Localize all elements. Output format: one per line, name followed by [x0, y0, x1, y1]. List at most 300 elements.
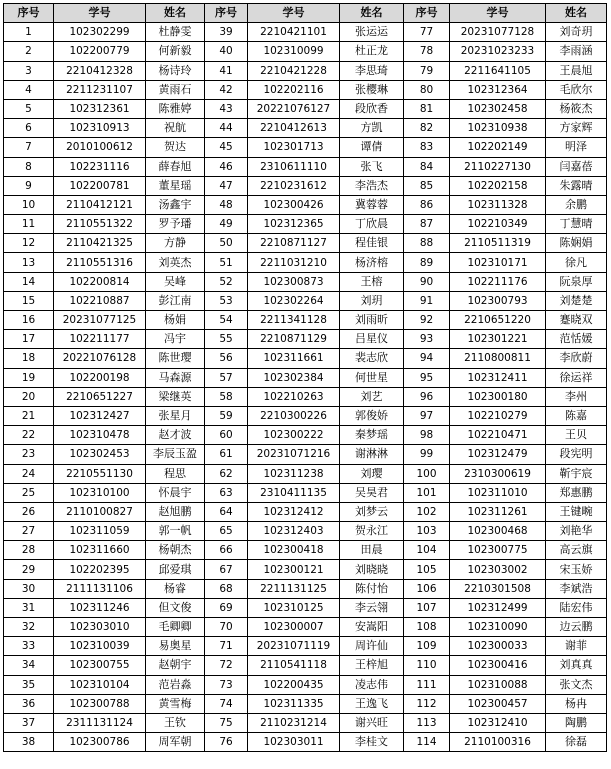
seq-cell: 95	[404, 368, 450, 387]
name-cell: 吴昊君	[340, 483, 404, 502]
seq-cell: 78	[404, 42, 450, 61]
student-id-cell: 2210231612	[248, 176, 340, 195]
name-cell: 周军朝	[146, 733, 205, 752]
name-cell: 李州	[546, 387, 607, 406]
student-id-cell: 102200198	[54, 368, 146, 387]
name-cell: 李辰玉盈	[146, 445, 205, 464]
name-cell: 丁欣晨	[340, 215, 404, 234]
seq-cell: 43	[205, 99, 248, 118]
seq-cell: 40	[205, 42, 248, 61]
seq-cell: 15	[4, 291, 54, 310]
student-id-cell: 2110100316	[450, 733, 546, 752]
student-id-cell: 2010100612	[54, 138, 146, 157]
student-id-cell: 102210471	[450, 426, 546, 445]
seq-cell: 54	[205, 311, 248, 330]
name-cell: 董星瑶	[146, 176, 205, 195]
seq-cell: 67	[205, 560, 248, 579]
seq-cell: 1	[4, 23, 54, 42]
seq-cell: 50	[205, 234, 248, 253]
name-cell: 刘晓晓	[340, 560, 404, 579]
seq-cell: 58	[205, 387, 248, 406]
table-body	[4, 23, 607, 752]
student-id-cell: 102310938	[450, 119, 546, 138]
seq-cell: 107	[404, 598, 450, 617]
seq-cell: 97	[404, 406, 450, 425]
name-cell: 谢兴旺	[340, 713, 404, 732]
student-id-cell: 102312364	[450, 80, 546, 99]
student-id-cell: 2210300226	[248, 406, 340, 425]
seq-cell: 20	[4, 387, 54, 406]
seq-cell: 93	[404, 330, 450, 349]
name-cell: 余鹏	[546, 195, 607, 214]
name-cell: 方家辉	[546, 119, 607, 138]
seq-cell: 23	[4, 445, 54, 464]
seq-cell: 56	[205, 349, 248, 368]
seq-cell: 103	[404, 522, 450, 541]
name-cell: 刘奇玥	[546, 23, 607, 42]
header-name-1: 姓名	[146, 4, 205, 23]
seq-cell: 30	[4, 579, 54, 598]
student-id-cell: 102300180	[450, 387, 546, 406]
name-cell: 方凯	[340, 119, 404, 138]
student-id-cell: 102312411	[450, 368, 546, 387]
name-cell: 王逸飞	[340, 694, 404, 713]
name-cell: 凌志伟	[340, 675, 404, 694]
student-id-cell: 20221076127	[248, 99, 340, 118]
student-id-cell: 102202395	[54, 560, 146, 579]
seq-cell: 108	[404, 618, 450, 637]
student-id-cell: 102200781	[54, 176, 146, 195]
seq-cell: 102	[404, 502, 450, 521]
student-id-cell: 2110800811	[450, 349, 546, 368]
student-id-cell: 102310171	[450, 253, 546, 272]
student-id-cell: 102310104	[54, 675, 146, 694]
student-id-cell: 102311261	[450, 502, 546, 521]
seq-cell: 114	[404, 733, 450, 752]
student-id-cell: 2110551322	[54, 215, 146, 234]
header-name-2: 姓名	[340, 4, 404, 23]
name-cell: 邱爱琪	[146, 560, 205, 579]
name-cell: 李桂文	[340, 733, 404, 752]
table-row	[4, 349, 607, 368]
name-cell: 杨娟	[146, 311, 205, 330]
seq-cell: 48	[205, 195, 248, 214]
name-cell: 冀蓉蓉	[340, 195, 404, 214]
seq-cell: 10	[4, 195, 54, 214]
table-row	[4, 311, 607, 330]
name-cell: 但文俊	[146, 598, 205, 617]
name-cell: 毛卿卿	[146, 618, 205, 637]
name-cell: 丁慧晴	[546, 215, 607, 234]
seq-cell: 9	[4, 176, 54, 195]
seq-cell: 22	[4, 426, 54, 445]
seq-cell: 33	[4, 637, 54, 656]
name-cell: 赵才波	[146, 426, 205, 445]
table-row	[4, 157, 607, 176]
name-cell: 边云鹏	[546, 618, 607, 637]
name-cell: 周许仙	[340, 637, 404, 656]
student-id-cell: 20231023233	[450, 42, 546, 61]
student-id-cell: 2210551130	[54, 464, 146, 483]
student-id-cell: 102202158	[450, 176, 546, 195]
student-id-cell: 102300418	[248, 541, 340, 560]
name-cell: 方静	[146, 234, 205, 253]
table-row	[4, 541, 607, 560]
student-id-cell: 102300426	[248, 195, 340, 214]
seq-cell: 104	[404, 541, 450, 560]
name-cell: 徐凡	[546, 253, 607, 272]
table-row	[4, 330, 607, 349]
header-student-id-2: 学号	[248, 4, 340, 23]
student-id-cell: 2110412121	[54, 195, 146, 214]
table-row	[4, 579, 607, 598]
name-cell: 张飞	[340, 157, 404, 176]
student-id-cell: 102311335	[248, 694, 340, 713]
seq-cell: 37	[4, 713, 54, 732]
seq-cell: 88	[404, 234, 450, 253]
name-cell: 陈娴娟	[546, 234, 607, 253]
seq-cell: 18	[4, 349, 54, 368]
name-cell: 陆宏伟	[546, 598, 607, 617]
student-id-cell: 102311660	[54, 541, 146, 560]
student-list-table-wrapper	[3, 3, 606, 752]
table-row	[4, 426, 607, 445]
student-id-cell: 102300468	[450, 522, 546, 541]
header-seq-3: 序号	[404, 4, 450, 23]
name-cell: 裴志欣	[340, 349, 404, 368]
student-id-cell: 102231116	[54, 157, 146, 176]
student-id-cell: 102311059	[54, 522, 146, 541]
name-cell: 刘雨昕	[340, 311, 404, 330]
student-id-cell: 102210263	[248, 387, 340, 406]
student-id-cell: 2310411135	[248, 483, 340, 502]
name-cell: 贺达	[146, 138, 205, 157]
student-id-cell: 2210651220	[450, 311, 546, 330]
name-cell: 彭江南	[146, 291, 205, 310]
student-id-cell: 102202149	[450, 138, 546, 157]
seq-cell: 83	[404, 138, 450, 157]
seq-cell: 109	[404, 637, 450, 656]
seq-cell: 17	[4, 330, 54, 349]
student-id-cell: 102302458	[450, 99, 546, 118]
student-id-cell: 102301221	[450, 330, 546, 349]
name-cell: 徐磊	[546, 733, 607, 752]
student-id-cell: 2311131124	[54, 713, 146, 732]
name-cell: 秦梦瑶	[340, 426, 404, 445]
name-cell: 郭俊娇	[340, 406, 404, 425]
student-id-cell: 102300007	[248, 618, 340, 637]
seq-cell: 68	[205, 579, 248, 598]
name-cell: 李斌浩	[546, 579, 607, 598]
table-row	[4, 502, 607, 521]
student-id-cell: 102300755	[54, 656, 146, 675]
seq-cell: 14	[4, 272, 54, 291]
name-cell: 王榕	[340, 272, 404, 291]
name-cell: 赵旭鹏	[146, 502, 205, 521]
name-cell: 王梓旭	[340, 656, 404, 675]
seq-cell: 82	[404, 119, 450, 138]
name-cell: 祝航	[146, 119, 205, 138]
name-cell: 易奥星	[146, 637, 205, 656]
seq-cell: 63	[205, 483, 248, 502]
table-row	[4, 522, 607, 541]
name-cell: 陈付怡	[340, 579, 404, 598]
seq-cell: 36	[4, 694, 54, 713]
name-cell: 范恬媛	[546, 330, 607, 349]
seq-cell: 101	[404, 483, 450, 502]
table-row	[4, 445, 607, 464]
seq-cell: 99	[404, 445, 450, 464]
seq-cell: 31	[4, 598, 54, 617]
name-cell: 何新毅	[146, 42, 205, 61]
header-student-id-3: 学号	[450, 4, 546, 23]
student-id-cell: 102310100	[54, 483, 146, 502]
name-cell: 范岩淼	[146, 675, 205, 694]
seq-cell: 71	[205, 637, 248, 656]
student-id-cell: 102312479	[450, 445, 546, 464]
seq-cell: 60	[205, 426, 248, 445]
student-id-cell: 2211341128	[248, 311, 340, 330]
name-cell: 谢菲	[546, 637, 607, 656]
table-row	[4, 99, 607, 118]
student-id-cell: 102312403	[248, 522, 340, 541]
student-id-cell: 102302299	[54, 23, 146, 42]
student-id-cell: 2211641105	[450, 61, 546, 80]
seq-cell: 80	[404, 80, 450, 99]
seq-cell: 2	[4, 42, 54, 61]
seq-cell: 59	[205, 406, 248, 425]
seq-cell: 44	[205, 119, 248, 138]
student-id-cell: 102202116	[248, 80, 340, 99]
student-id-cell: 2111131106	[54, 579, 146, 598]
student-id-cell: 102302453	[54, 445, 146, 464]
table-row	[4, 61, 607, 80]
name-cell: 马森源	[146, 368, 205, 387]
table-header-row	[4, 4, 607, 23]
seq-cell: 4	[4, 80, 54, 99]
name-cell: 程佳银	[340, 234, 404, 253]
name-cell: 何世星	[340, 368, 404, 387]
name-cell: 王晨旭	[546, 61, 607, 80]
student-id-cell: 20231077125	[54, 311, 146, 330]
seq-cell: 62	[205, 464, 248, 483]
name-cell: 安嵩阳	[340, 618, 404, 637]
header-student-id-1: 学号	[54, 4, 146, 23]
student-id-cell: 2110227130	[450, 157, 546, 176]
seq-cell: 110	[404, 656, 450, 675]
name-cell: 王键畹	[546, 502, 607, 521]
seq-cell: 53	[205, 291, 248, 310]
student-id-cell: 102312412	[248, 502, 340, 521]
table-row	[4, 637, 607, 656]
seq-cell: 45	[205, 138, 248, 157]
name-cell: 靳宇宸	[546, 464, 607, 483]
student-id-cell: 2110551316	[54, 253, 146, 272]
name-cell: 刘梦云	[340, 502, 404, 521]
student-id-cell: 102310125	[248, 598, 340, 617]
name-cell: 刘璎	[340, 464, 404, 483]
student-id-cell: 2110421325	[54, 234, 146, 253]
student-id-cell: 2210871127	[248, 234, 340, 253]
seq-cell: 74	[205, 694, 248, 713]
name-cell: 陈世璎	[146, 349, 205, 368]
header-seq-2: 序号	[205, 4, 248, 23]
name-cell: 陈雅婷	[146, 99, 205, 118]
name-cell: 朱露晴	[546, 176, 607, 195]
name-cell: 宋玉娇	[546, 560, 607, 579]
seq-cell: 111	[404, 675, 450, 694]
student-id-cell: 102300775	[450, 541, 546, 560]
student-id-cell: 102302264	[248, 291, 340, 310]
name-cell: 杨济榕	[340, 253, 404, 272]
name-cell: 程思	[146, 464, 205, 483]
seq-cell: 92	[404, 311, 450, 330]
name-cell: 杨睿	[146, 579, 205, 598]
name-cell: 怀晨宇	[146, 483, 205, 502]
seq-cell: 51	[205, 253, 248, 272]
table-row	[4, 253, 607, 272]
student-id-cell: 102312499	[450, 598, 546, 617]
seq-cell: 34	[4, 656, 54, 675]
student-id-cell: 2210301508	[450, 579, 546, 598]
seq-cell: 35	[4, 675, 54, 694]
seq-cell: 11	[4, 215, 54, 234]
name-cell: 薛春旭	[146, 157, 205, 176]
student-id-cell: 2211031210	[248, 253, 340, 272]
seq-cell: 73	[205, 675, 248, 694]
seq-cell: 13	[4, 253, 54, 272]
student-id-cell: 2210871129	[248, 330, 340, 349]
seq-cell: 47	[205, 176, 248, 195]
seq-cell: 85	[404, 176, 450, 195]
table-row	[4, 464, 607, 483]
seq-cell: 41	[205, 61, 248, 80]
name-cell: 闫嘉蓓	[546, 157, 607, 176]
seq-cell: 6	[4, 119, 54, 138]
student-id-cell: 102312361	[54, 99, 146, 118]
name-cell: 谢淋淋	[340, 445, 404, 464]
name-cell: 刘真真	[546, 656, 607, 675]
table-row	[4, 195, 607, 214]
student-id-cell: 102300033	[450, 637, 546, 656]
name-cell: 黄雪梅	[146, 694, 205, 713]
student-id-cell: 102311328	[450, 195, 546, 214]
table-row	[4, 138, 607, 157]
name-cell: 杜正龙	[340, 42, 404, 61]
seq-cell: 64	[205, 502, 248, 521]
table-row	[4, 42, 607, 61]
table-row	[4, 483, 607, 502]
student-id-cell: 2110100827	[54, 502, 146, 521]
student-id-cell: 2310300619	[450, 464, 546, 483]
seq-cell: 91	[404, 291, 450, 310]
table-row	[4, 119, 607, 138]
name-cell: 田晨	[340, 541, 404, 560]
student-id-cell: 102300786	[54, 733, 146, 752]
student-id-cell: 102303010	[54, 618, 146, 637]
seq-cell: 105	[404, 560, 450, 579]
student-id-cell: 102200435	[248, 675, 340, 694]
student-id-cell: 102300416	[450, 656, 546, 675]
table-row	[4, 618, 607, 637]
seq-cell: 38	[4, 733, 54, 752]
student-id-cell: 2210421228	[248, 61, 340, 80]
name-cell: 张运运	[340, 23, 404, 42]
student-id-cell: 20231077128	[450, 23, 546, 42]
seq-cell: 77	[404, 23, 450, 42]
seq-cell: 66	[205, 541, 248, 560]
name-cell: 杨冉	[546, 694, 607, 713]
name-cell: 杨朝杰	[146, 541, 205, 560]
seq-cell: 70	[205, 618, 248, 637]
student-id-cell: 102310088	[450, 675, 546, 694]
seq-cell: 86	[404, 195, 450, 214]
seq-cell: 39	[205, 23, 248, 42]
student-id-cell: 102300793	[450, 291, 546, 310]
student-id-cell: 20231071216	[248, 445, 340, 464]
seq-cell: 49	[205, 215, 248, 234]
student-id-cell: 102310099	[248, 42, 340, 61]
name-cell: 汤鑫宇	[146, 195, 205, 214]
name-cell: 谭倩	[340, 138, 404, 157]
name-cell: 段宪明	[546, 445, 607, 464]
seq-cell: 87	[404, 215, 450, 234]
student-id-cell: 2110231214	[248, 713, 340, 732]
student-id-cell: 102311661	[248, 349, 340, 368]
name-cell: 李欣蔚	[546, 349, 607, 368]
name-cell: 黄雨石	[146, 80, 205, 99]
seq-cell: 94	[404, 349, 450, 368]
seq-cell: 61	[205, 445, 248, 464]
name-cell: 刘英杰	[146, 253, 205, 272]
seq-cell: 90	[404, 272, 450, 291]
table-row	[4, 387, 607, 406]
table-row	[4, 23, 607, 42]
table-row	[4, 80, 607, 99]
seq-cell: 81	[404, 99, 450, 118]
student-id-cell: 102311010	[450, 483, 546, 502]
student-id-cell: 102300121	[248, 560, 340, 579]
header-name-3: 姓名	[546, 4, 607, 23]
student-id-cell: 102312427	[54, 406, 146, 425]
seq-cell: 29	[4, 560, 54, 579]
name-cell: 贺永江	[340, 522, 404, 541]
name-cell: 李思琦	[340, 61, 404, 80]
seq-cell: 25	[4, 483, 54, 502]
seq-cell: 89	[404, 253, 450, 272]
name-cell: 刘艳华	[546, 522, 607, 541]
seq-cell: 8	[4, 157, 54, 176]
name-cell: 张樱琳	[340, 80, 404, 99]
name-cell: 李雨涵	[546, 42, 607, 61]
name-cell: 毛欣尔	[546, 80, 607, 99]
student-id-cell: 102200814	[54, 272, 146, 291]
student-id-cell: 102310478	[54, 426, 146, 445]
name-cell: 吴峰	[146, 272, 205, 291]
seq-cell: 26	[4, 502, 54, 521]
name-cell: 杨诗玲	[146, 61, 205, 80]
name-cell: 郑惠鹏	[546, 483, 607, 502]
seq-cell: 3	[4, 61, 54, 80]
name-cell: 刘艺	[340, 387, 404, 406]
name-cell: 刘楚楚	[546, 291, 607, 310]
student-id-cell: 102300457	[450, 694, 546, 713]
name-cell: 高云旗	[546, 541, 607, 560]
seq-cell: 19	[4, 368, 54, 387]
seq-cell: 98	[404, 426, 450, 445]
table-row	[4, 272, 607, 291]
name-cell: 张文杰	[546, 675, 607, 694]
